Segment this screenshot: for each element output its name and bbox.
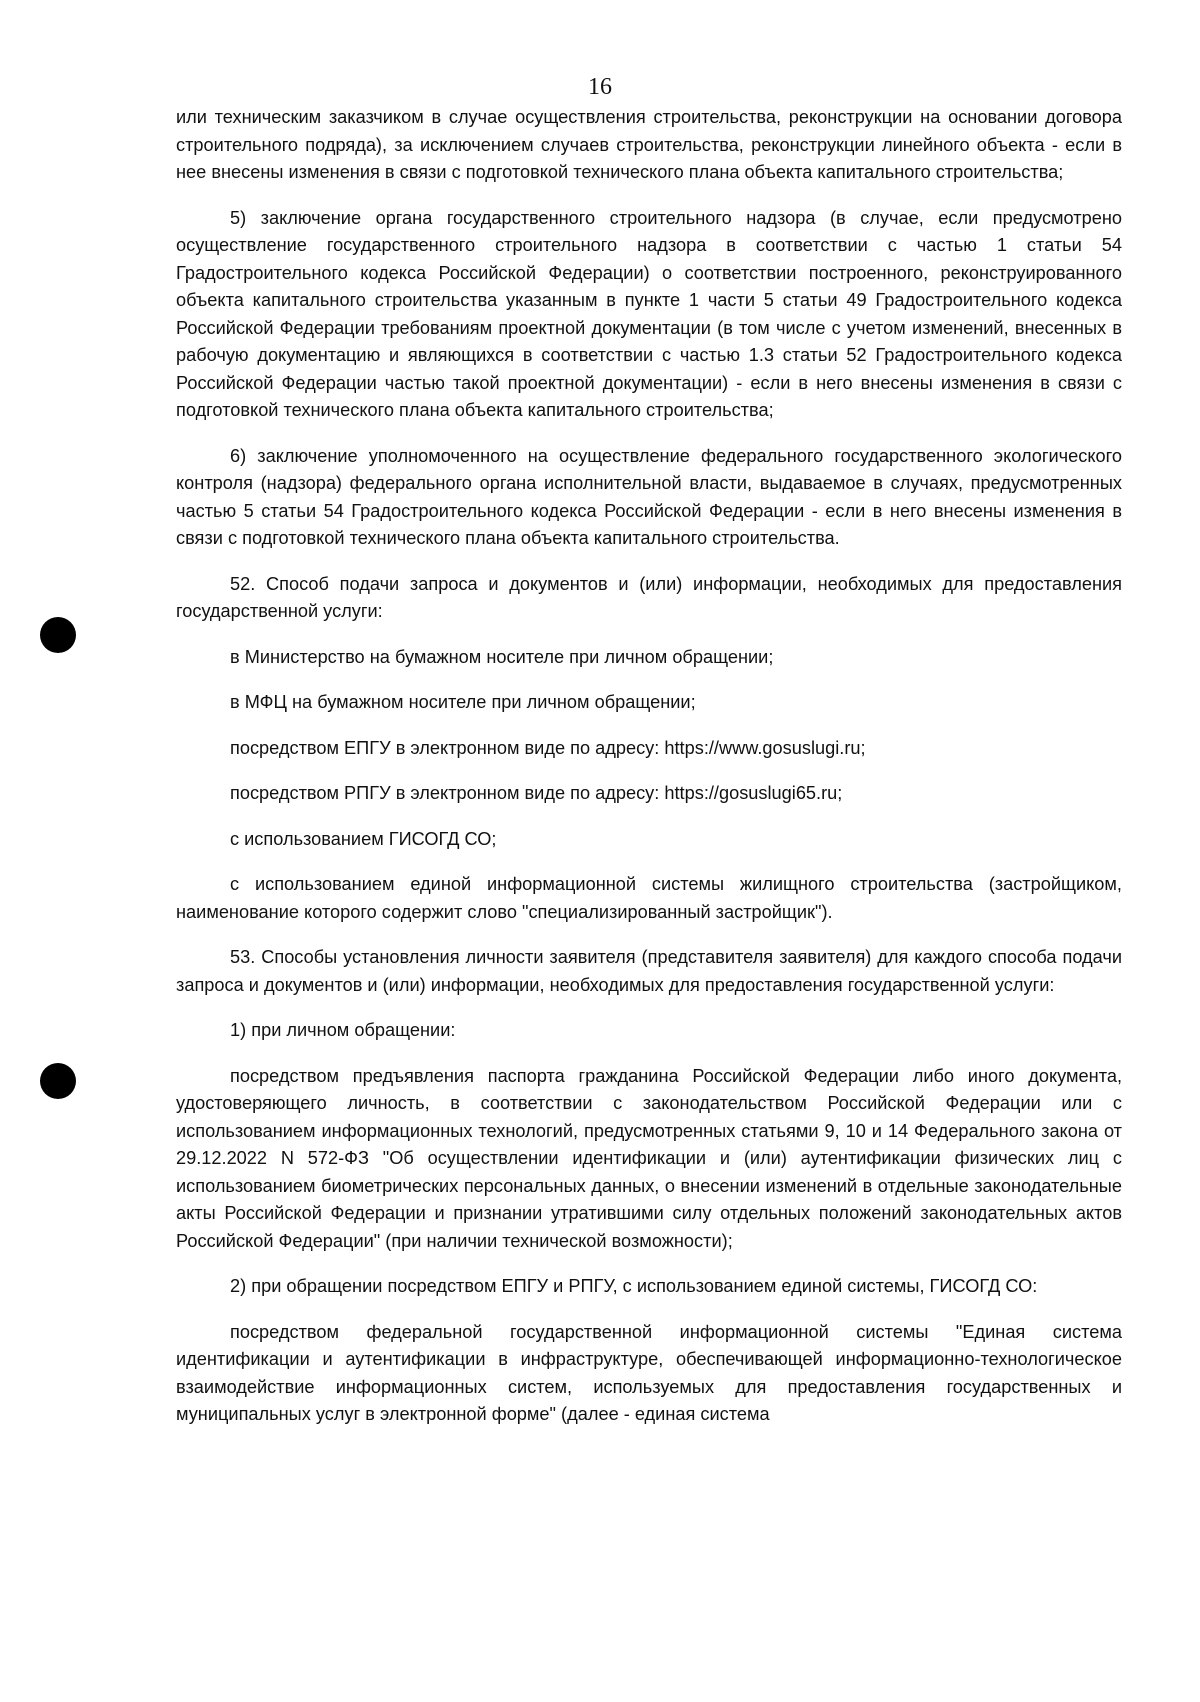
list-item-gisogd: с использованием ГИСОГД СО; bbox=[230, 828, 497, 849]
paragraph-clause-53: 53. Способы установления личности заявителя (представителя заявителя) для каждого способа подачи запроса и документов и (или) информации, необходимых для предоставления государственной услуги: bbox=[176, 947, 1122, 995]
list-item-rpgu: посредством РПГУ в электронном виде по адресу: https://gosuslugi65.ru; bbox=[230, 783, 843, 803]
paragraph-subitem-2: 2) при обращении посредством ЕПГУ и РПГУ, с использованием единой системы, ГИСОГД СО: bbox=[230, 1276, 1038, 1296]
list-item-mfc: в МФЦ на бумажном носителе при личном обращении; bbox=[230, 692, 696, 712]
paragraph-passport: посредством предъявления паспорта гражданина Российской Федерации либо иного документа, удостоверяющего личность, в соответствии с законодательством Российской Федерации или с использованием информационных технологий, предусмотренных статьями 9, 10 и 14 Федерального закона от 29.12.2022 N 572-ФЗ "Об осуществлении идентификации и (или) аутентификации физических лиц с использованием биометрических персональных данных, о внесении изменений в отдельные законодательные акты Российской Федерации и признании утратившими силу отдельных положений законодательных актов Российской Федерации" (при наличии технической возможности); bbox=[176, 1065, 1122, 1251]
paragraph-continuation: или техническим заказчиком в случае осуществления строительства, реконструкции на основании договора строительного подряда), за исключением случаев строительства, реконструкции линейного объекта - если в нее внесены изменения в связи с подготовкой технического плана объекта капитального строительства; bbox=[176, 107, 1122, 182]
document-body bbox=[176, 104, 1122, 1447]
list-item-housing-system: с использованием единой информационной системы жилищного строительства (застройщиком, наименование которого содержит слово "специализированный застройщик"). bbox=[176, 874, 1122, 922]
punch-hole bbox=[40, 617, 76, 653]
paragraph-esia: посредством федеральной государственной информационной системы "Единая система идентификации и аутентификации в инфраструктуре, обеспечивающей информационно-технологическое взаимодействие информационных систем, используемых для предоставления государственных и муниципальных услуг в электронной форме" (далее - единая система bbox=[176, 1321, 1122, 1424]
punch-hole bbox=[40, 1063, 76, 1099]
paragraph-item-5: 5) заключение органа государственного строительного надзора (в случае, если предусмотрено осуществление государственного строительного надзора в соответствии с частью 1 статьи 54 Градостроительного кодекса Российской Федерации) о соответствии построенного, реконструированного объекта капитального строительства указанным в пункте 1 части 5 статьи 49 Градостроительного кодекса Российской Федерации требованиям проектной документации (в том числе с учетом изменений, внесенных в рабочую документацию и являющихся в соответствии с частью 1.3 статьи 52 Градостроительного кодекса Российской Федерации частью такой проектной документации) - если в него внесены изменения в связи с подготовкой технического плана объекта капитального строительства; bbox=[176, 207, 1122, 420]
list-item-epgu: посредством ЕПГУ в электронном виде по адресу: https://www.gosuslugi.ru; bbox=[230, 737, 866, 758]
paragraph-subitem-1: 1) при личном обращении: bbox=[230, 1020, 456, 1040]
page-number: 16 bbox=[588, 74, 612, 100]
list-item-ministry: в Министерство на бумажном носителе при личном обращении; bbox=[230, 646, 774, 667]
paragraph-clause-52: 52. Способ подачи запроса и документов и (или) информации, необходимых для предоставления государственной услуги: bbox=[176, 573, 1122, 621]
paragraph-item-6: 6) заключение уполномоченного на осуществление федерального государственного экологического контроля (надзора) федерального органа исполнительной власти, выдаваемое в случаях, предусмотренных частью 5 статьи 54 Градостроительного кодекса Российской Федерации - если в него внесены изменения в связи с подготовкой технического плана объекта капитального строительства. bbox=[176, 445, 1122, 548]
